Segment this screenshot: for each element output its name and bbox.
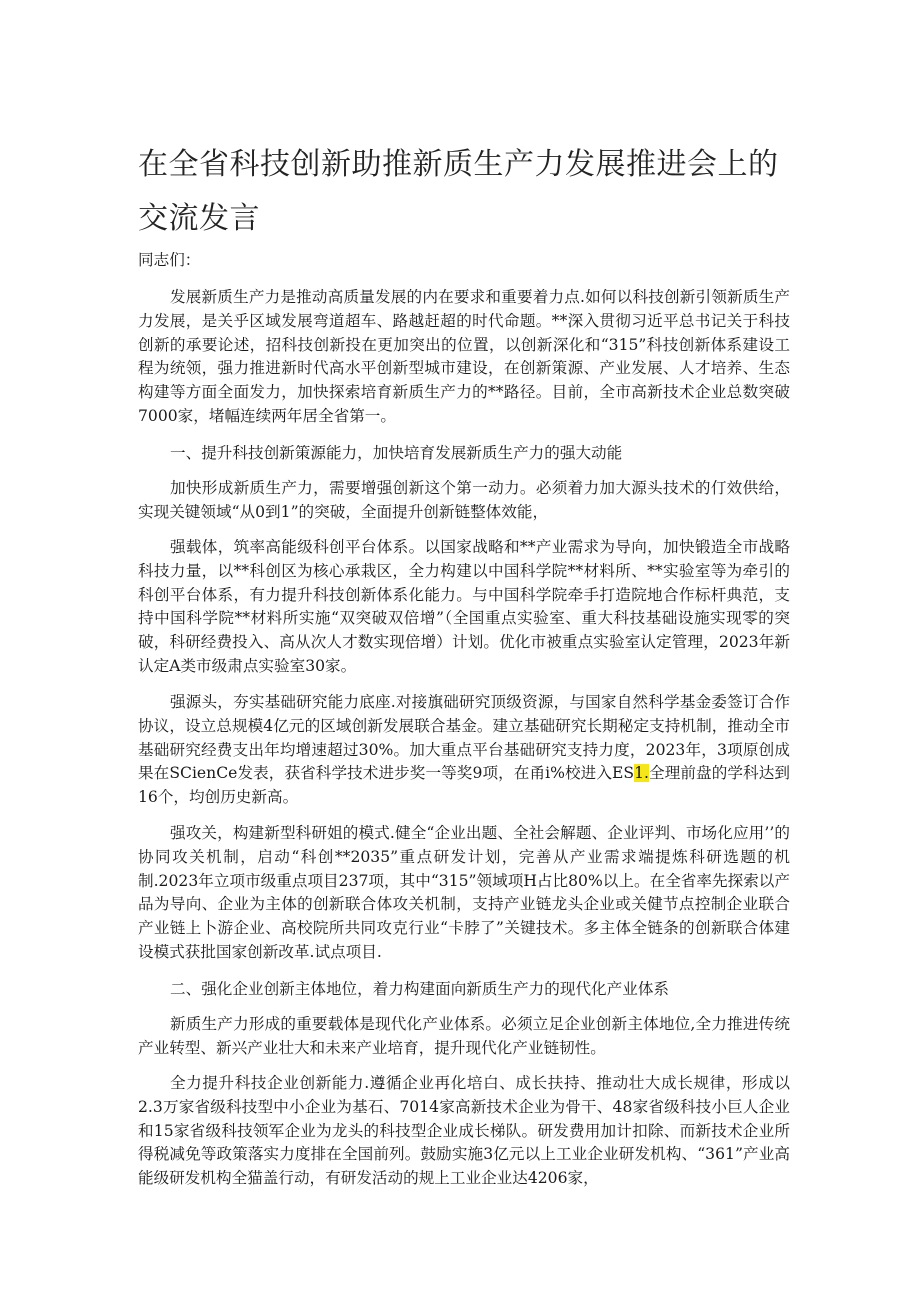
- paragraph-platforms: 强载体，筑率高能级科创平台体系。以国家战略和**产业需求为导向，加快锻造全市战略科技力量，以**科创区为核心承栽区，全力构建以中国科学院**材料所、**实验室等为牵引的科创平台体系，有力提升科技创新体系化能力。与中国科学院牵手打造院地合作标杆典范，支持中国科学院**材料所实施“双突破双倍增”（全国重点实验室、重大科技基础设施实现零的突破，科研经费投入、高从次人才数实现倍增）计划。优化市被重点实验室认定管理，2023年新认定A类市级肃点实验室30家。: [138, 538, 790, 675]
- highlighted-text: 1.: [634, 764, 649, 783]
- paragraph-basic-research-tail: 全理前盘的学科达到16个，均创历史新高。: [138, 764, 790, 807]
- paragraph-enterprise: 全力提升科技企业创新能力.遵循企业再化培白、成长扶持、推动壮大成长规律，形成以2.3万家省级科技型中小企业为基石、7014家高新技术企业为骨干、48家省级科技小巨人企业和15家省级科技领军企业为龙头的科技型企业成长梯队。研发费用加计扣除、而新技术企业所得税减免等政策落实力度排在全国前列。鼓励实施3亿元以上工业企业研发机构、“361”产业高能级研发机构全猫盖行动，有研发活动的规上工业企业达4206家，: [138, 1074, 790, 1188]
- greeting: 同志们：: [138, 251, 201, 269]
- paragraph-basic-research: [138, 691, 790, 810]
- paragraph-basic-research-text: 强源头，夯实基础研究能力底座.对接旗础研究顶级资源，与国家自然科学基金委签订合作协议，设立总规模4亿元的区域创新发展联合基金。建立基础研究长期秘定支持机制，推动全市基础研究经费支出年均增速超过30%。加大重点平台基础研究支持力度，2023年，3项原创成果在SCienCe发表，获省科学技术进步奖一等奖9项，在甬i%校进入ES: [138, 693, 790, 783]
- section-heading-2: 二、强化企业创新主体地位，着力构建面向新质生产力的现代化产业体系: [170, 980, 670, 998]
- paragraph-tackle: 强攻关，构建新型科研姐的模式.健全“企业出题、全社会解题、企业评判、市场化应用’’的协同攻关机制，启动“科创**2035”重点研发计划，完善从产业需求端提炼科研选题的机制.2023年立项市级重点项目237项，其中“315”领域项H占比80%以上。在全省率先探索以产品为导向、企业为主体的创新联合体攻关机制，支持产业链龙头企业或关健节点控制企业联合产业链上卜游企业、高校院所共同攻克行业“卡脖了”关键技术。多主体全链条的创新联合体建设模式获批国家创新改革.试点项目.: [138, 824, 790, 961]
- paragraph-1-intro: 加快形成新质生产力，需要增强创新这个第一动力。必须着力加大源头技术的仃效供给，实现关键领域“从0到1”的突破，全面提升创新链整体效能，: [138, 479, 790, 521]
- paragraph-2-intro: 新质生产力形成的重要载体是现代化产业体系。必须立足企业创新主体地位,全力推进传统产业转型、新兴产业壮大和未来产业培育，提升现代化产业链韧性。: [138, 1015, 790, 1057]
- paragraph-intro: 发展新质生产力是推动高质量发展的内在要求和重要着力点.如何以科技创新引领新质生产力发展，是关乎区域发展弯道超车、路越赶超的时代命题。**深入贯彻习近平总书记关于科技创新的承要论述，招科技创新投在更加突出的位置，以创新深化和“315”科技创新体系建设工程为统领，强力推进新时代高水平创新型城市建设，在创新策源、产业发展、人才培养、生态构建等方面全面发力，加快探索培育新质生产力的**路径。目前，全市高新技术企业总数突破7000家，堵幅连续两年居全省第一。: [138, 288, 790, 425]
- section-heading-1: 一、提升科技创新策源能力，加快培育发展新质生产力的强大动能: [170, 444, 623, 462]
- document-title: 在全省科技创新助推新质生产力发展推进会上的交流发言: [138, 147, 779, 236]
